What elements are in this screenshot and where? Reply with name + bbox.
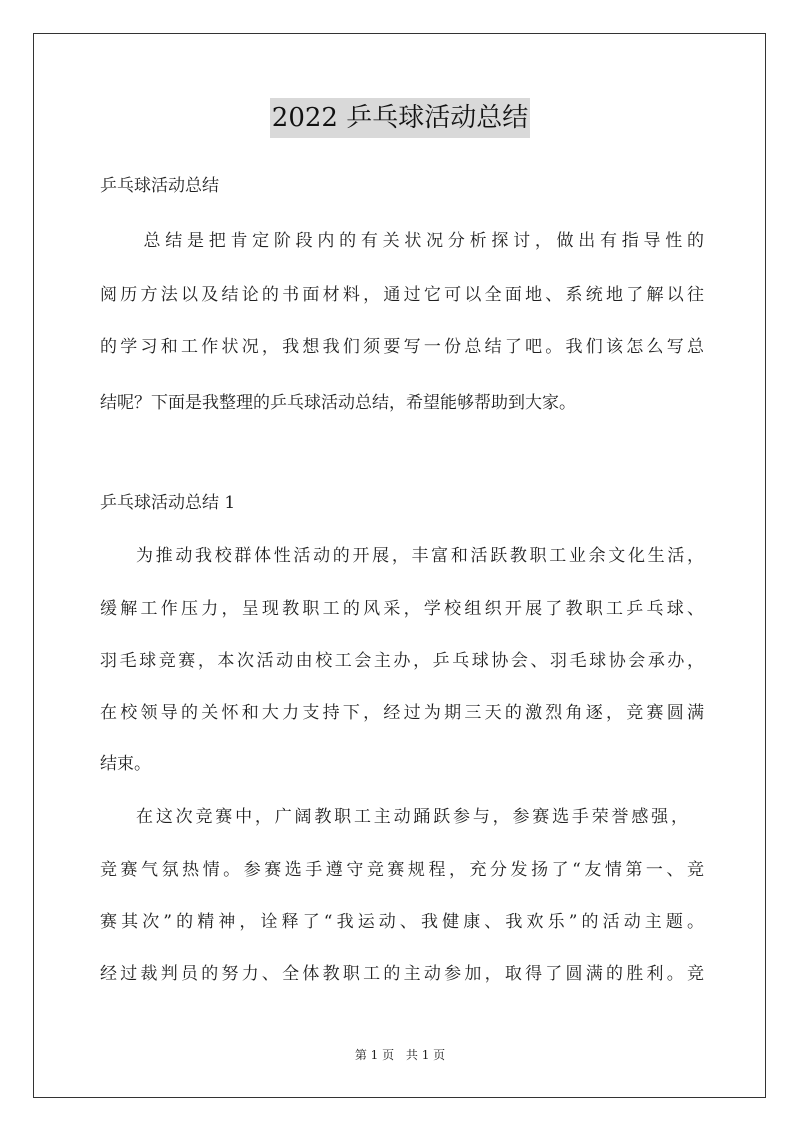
document-title: 2022 乒乓球活动总结	[270, 98, 530, 138]
paragraph-line: 赛其次”的精神，诠释了“我运动、我健康、我欢乐”的活动主题。	[100, 912, 704, 932]
paragraph-line: 羽毛球竞赛，本次活动由校工会主办，乒乓球协会、羽毛球协会承办，	[100, 651, 704, 671]
title-container	[0, 98, 800, 138]
page-total: 共 1 页	[405, 1048, 446, 1062]
paragraph-line: 结束。	[100, 754, 151, 774]
page-number: 第 1 页	[354, 1048, 395, 1062]
paragraph-line: 经过裁判员的努力、全体教职工的主动参加，取得了圆满的胜利。竞	[100, 964, 704, 984]
paragraph-line: 在校领导的关怀和大力支持下，经过为期三天的激烈角逐，竞赛圆满	[100, 703, 704, 723]
paragraph-line: 在这次竞赛中，广阔教职工主动踊跃参与，参赛选手荣誉感强，	[136, 807, 688, 827]
page-footer	[0, 1046, 800, 1063]
paragraph-line: 阅历方法以及结论的书面材料，通过它可以全面地、系统地了解以往	[100, 285, 704, 305]
paragraph-line: 结呢？下面是我整理的乒乓球活动总结，希望能够帮助到大家。	[100, 393, 576, 413]
paragraph-line: 为推动我校群体性活动的开展，丰富和活跃教职工业余文化生活，	[136, 546, 704, 566]
heading-line: 乒乓球活动总结	[100, 176, 219, 196]
paragraph-line: 缓解工作压力，呈现教职工的风采，学校组织开展了教职工乒乓球、	[100, 599, 704, 619]
section-heading: 乒乓球活动总结 1	[100, 493, 236, 513]
paragraph-line: 的学习和工作状况，我想我们须要写一份总结了吧。我们该怎么写总	[100, 337, 704, 357]
paragraph-line: 总结是把肯定阶段内的有关状况分析探讨，做出有指导性的	[100, 231, 704, 251]
paragraph-line: 竞赛气氛热情。参赛选手遵守竞赛规程，充分发扬了“友情第一、竞	[100, 860, 704, 880]
